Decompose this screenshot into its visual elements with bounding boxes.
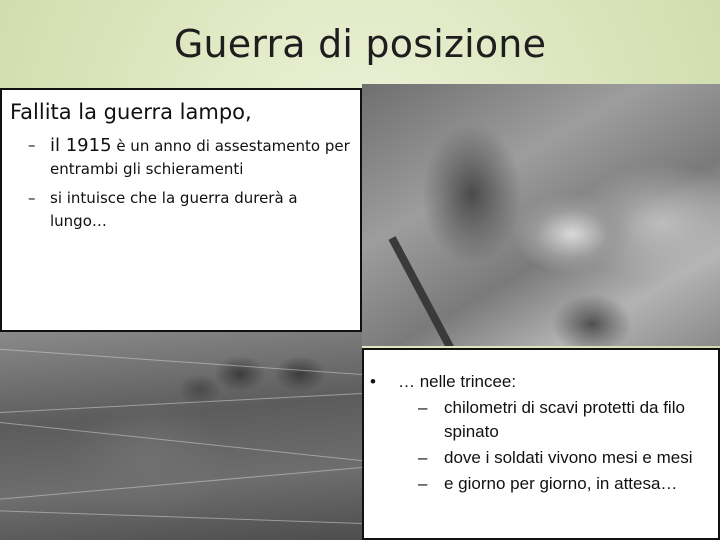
slide-title: Guerra di posizione xyxy=(173,22,547,66)
wire-strand xyxy=(0,464,362,502)
dash-marker: – xyxy=(418,398,428,417)
dash-marker: – xyxy=(418,474,428,493)
dash-marker: – xyxy=(28,189,36,207)
right-sub-list xyxy=(364,396,708,496)
bullet-dot: • xyxy=(370,372,376,391)
barbed-wire-trench-photo xyxy=(0,332,362,540)
list-item xyxy=(28,134,352,181)
photo-plank xyxy=(388,236,465,346)
list-item xyxy=(28,187,352,233)
bullet-text: si intuisce che la guerra durerà a lungo… xyxy=(50,189,298,230)
sub-bullet-text: e giorno per giorno, in attesa… xyxy=(444,474,678,493)
right-text-box xyxy=(362,348,720,540)
wire-strand xyxy=(0,420,362,465)
trench-soldiers-photo xyxy=(362,84,720,346)
right-lead-text: … nelle trincee: xyxy=(398,372,517,391)
bullet-text: è un anno di assestamento per entrambi gli schieramenti xyxy=(50,137,350,178)
sub-bullet-text: dove i soldati vivono mesi e mesi xyxy=(444,448,693,467)
list-item xyxy=(418,472,708,496)
left-text-box xyxy=(0,88,362,332)
right-lead xyxy=(364,370,708,394)
dash-marker: – xyxy=(28,136,36,154)
wire-strand xyxy=(0,391,362,414)
left-lead: Fallita la guerra lampo, xyxy=(10,100,252,124)
bullet-emphasis: il 1915 xyxy=(50,135,112,156)
wire-strand xyxy=(0,510,362,526)
sub-bullet-text: chilometri di scavi protetti da filo spinato xyxy=(444,398,685,441)
list-item xyxy=(418,446,708,470)
list-item xyxy=(418,396,708,444)
dash-marker: – xyxy=(418,448,428,467)
wire-strand xyxy=(0,347,362,377)
left-bullet-list xyxy=(10,134,352,233)
